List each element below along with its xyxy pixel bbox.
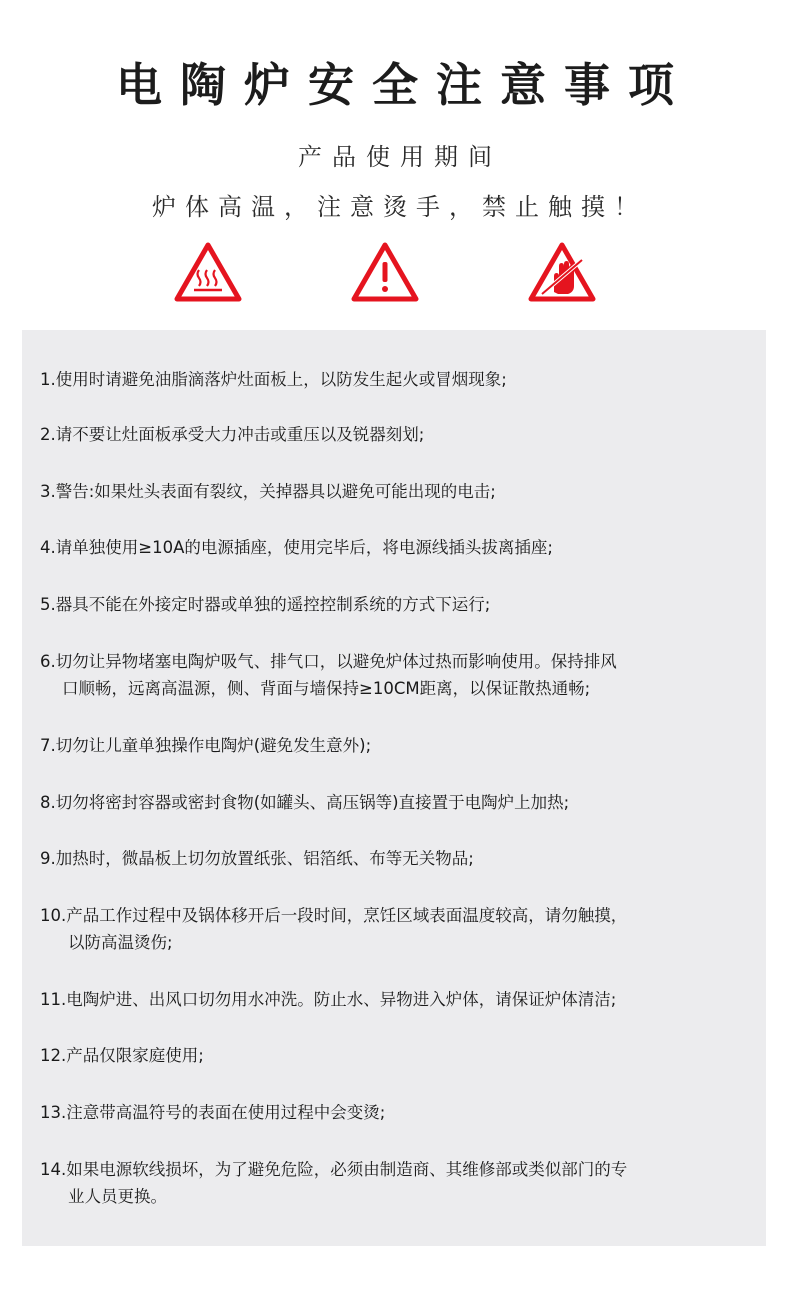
list-item: 3.警告:如果灶头表面有裂纹，关掉器具以避免可能出现的电击; (40, 482, 496, 501)
list-item: 2.请不要让灶面板承受大力冲击或重压以及锐器刻划; (40, 425, 425, 444)
general-warning-icon (351, 242, 419, 302)
hot-surface-warning-icon (174, 242, 242, 302)
list-item: 7.切勿让儿童单独操作电陶炉(避免发生意外); (40, 736, 372, 755)
list-item: 13.注意带高温符号的表面在使用过程中会变烫; (40, 1103, 386, 1122)
no-touch-warning-icon (528, 242, 596, 302)
list-item: 14.如果电源软线损坏，为了避免危险，必须由制造商、其维修部或类似部门的专 业人员更换。 (40, 1160, 628, 1206)
list-item: 12.产品仅限家庭使用; (40, 1046, 204, 1065)
list-item: 1.使用时请避免油脂滴落炉灶面板上，以防发生起火或冒烟现象; (40, 370, 507, 389)
page-subtitle: 产品使用期间 (298, 143, 502, 171)
list-item: 8.切勿将密封容器或密封食物(如罐头、高压锅等)直接置于电陶炉上加热; (40, 793, 570, 812)
list-item: 11.电陶炉进、出风口切勿用水冲洗。防止水、异物进入炉体，请保证炉体清洁; (40, 990, 617, 1009)
page-title: 电陶炉安全注意事项 (116, 58, 692, 112)
list-item: 4.请单独使用≥10A的电源插座，使用完毕后，将电源线插头拔离插座; (40, 538, 553, 557)
hot-warning-text: 炉体高温，注意烫手，禁止触摸！ (152, 193, 647, 221)
list-item: 5.器具不能在外接定时器或单独的遥控控制系统的方式下运行; (40, 595, 491, 614)
warning-icons-row (0, 242, 790, 304)
list-item: 6.切勿让异物堵塞电陶炉吸气、排气口，以避免炉体过热而影响使用。保持排风 口顺畅，远离高温源，侧、背面与墙保持≥10CM距离，以保证散热通畅; (40, 652, 617, 698)
list-item: 10.产品工作过程中及锅体移开后一段时间，烹饪区域表面温度较高，请勿触摸， 以防高温烫伤; (40, 906, 628, 952)
list-item: 9.加热时，微晶板上切勿放置纸张、铝箔纸、布等无关物品; (40, 849, 474, 868)
